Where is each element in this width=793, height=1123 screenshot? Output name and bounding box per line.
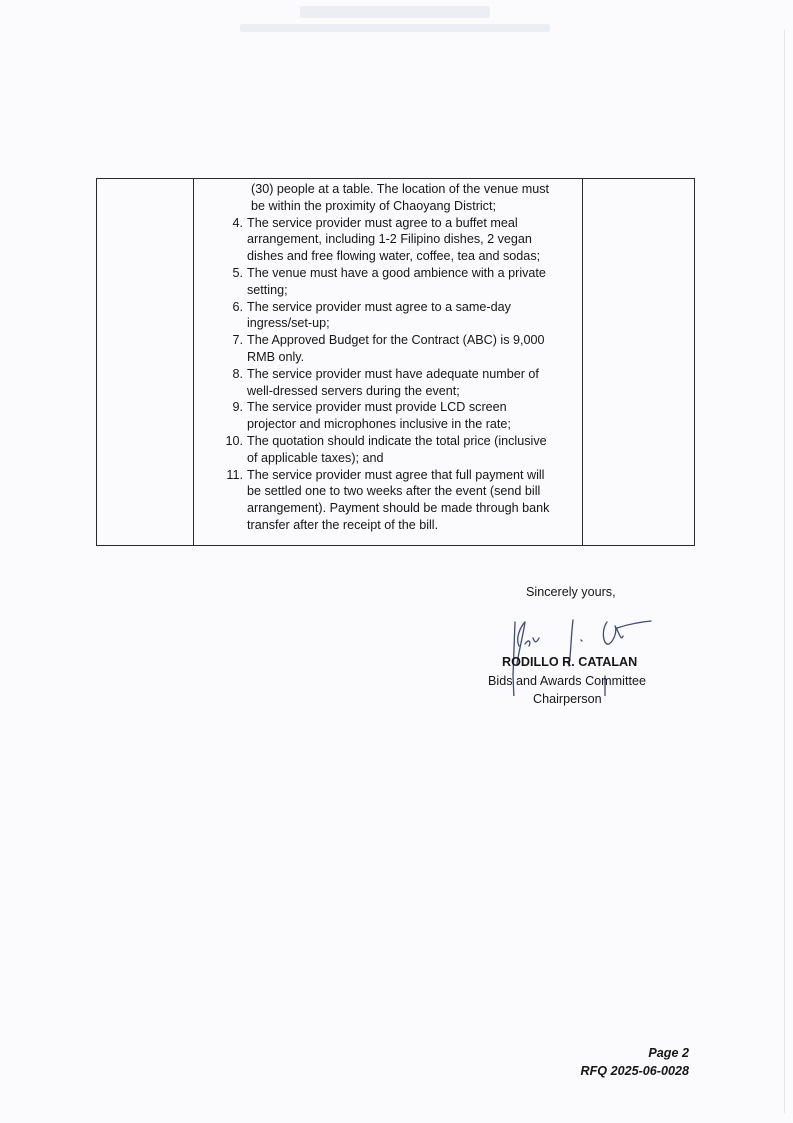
requirement-number: 8. bbox=[232, 366, 243, 381]
requirement-item bbox=[197, 215, 577, 265]
requirement-line: The service provider must provide LCD screen bbox=[247, 400, 507, 415]
requirement-number: 10. bbox=[225, 433, 243, 448]
requirement-line: The service provider must agree to a buffet meal bbox=[247, 215, 518, 230]
requirement-line: The Approved Budget for the Contract (ABC) is 9,000 bbox=[247, 333, 545, 348]
requirement-item bbox=[197, 332, 577, 366]
requirement-text bbox=[247, 467, 577, 534]
signatory-name: RODILLO R. CATALAN bbox=[502, 655, 638, 669]
requirement-number: 4. bbox=[232, 215, 243, 230]
requirement-line: be settled one to two weeks after the event (send bill bbox=[247, 484, 541, 499]
requirement-number: 5. bbox=[232, 265, 243, 280]
scan-artifact bbox=[240, 24, 550, 32]
requirement-item bbox=[197, 467, 577, 534]
requirements-list bbox=[197, 215, 577, 534]
requirement-number: 11. bbox=[226, 467, 243, 482]
requirement-text bbox=[247, 265, 577, 299]
requirement-item bbox=[197, 433, 577, 467]
requirement-text bbox=[247, 332, 577, 366]
requirement-text bbox=[247, 433, 577, 467]
requirement-line: RMB only. bbox=[247, 349, 305, 364]
requirement-text bbox=[247, 399, 577, 433]
page-edge bbox=[784, 30, 785, 1113]
requirement-item bbox=[197, 399, 577, 433]
continuation-line: be within the proximity of Chaoyang District; bbox=[251, 198, 496, 213]
signatory-title: Bids and Awards Committee bbox=[488, 674, 646, 688]
requirement-line: dishes and free flowing water, coffee, tea and sodas; bbox=[247, 249, 541, 264]
requirement-line: The service provider must agree that full payment will bbox=[247, 467, 545, 482]
requirement-number: 9. bbox=[232, 400, 243, 415]
requirement-line: transfer after the receipt of the bill. bbox=[247, 517, 439, 532]
requirement-item bbox=[197, 366, 577, 400]
requirement-line: The quotation should indicate the total price (inclusive bbox=[247, 433, 547, 448]
requirement-line: well-dressed servers during the event; bbox=[247, 383, 460, 398]
table-column-divider bbox=[193, 179, 194, 545]
signatory-role: Chairperson bbox=[533, 692, 602, 706]
requirement-line: The service provider must agree to a same-day bbox=[247, 299, 511, 314]
requirements-table bbox=[96, 178, 695, 546]
scan-artifact bbox=[300, 6, 490, 18]
requirement-line: arrangement, including 1-2 Filipino dishes, 2 vegan bbox=[247, 232, 532, 247]
table-column-divider bbox=[582, 179, 583, 545]
requirement-item bbox=[197, 299, 577, 333]
requirement-number: 6. bbox=[232, 299, 243, 314]
requirement-line: arrangement). Payment should be made through bank bbox=[247, 501, 550, 516]
requirements-cell bbox=[197, 181, 577, 534]
document-reference: RFQ 2025-06-0028 bbox=[580, 1064, 689, 1078]
requirement-line: The venue must have a good ambience with a private bbox=[247, 265, 546, 280]
requirement-line: of applicable taxes); and bbox=[247, 450, 384, 465]
requirement-number: 7. bbox=[232, 333, 243, 348]
requirement-line: ingress/set-up; bbox=[247, 316, 330, 331]
requirement-line: setting; bbox=[247, 282, 288, 297]
requirement-line: The service provider must have adequate number of bbox=[247, 366, 539, 381]
requirement-line: projector and microphones inclusive in the rate; bbox=[247, 417, 511, 432]
closing-salutation: Sincerely yours, bbox=[526, 585, 616, 599]
page-number: Page 2 bbox=[648, 1046, 689, 1060]
requirement-text bbox=[247, 299, 577, 333]
requirement-item bbox=[197, 265, 577, 299]
requirement-text bbox=[247, 215, 577, 265]
continuation-line: (30) people at a table. The location of the venue must bbox=[251, 182, 550, 196]
requirement-text bbox=[247, 366, 577, 400]
